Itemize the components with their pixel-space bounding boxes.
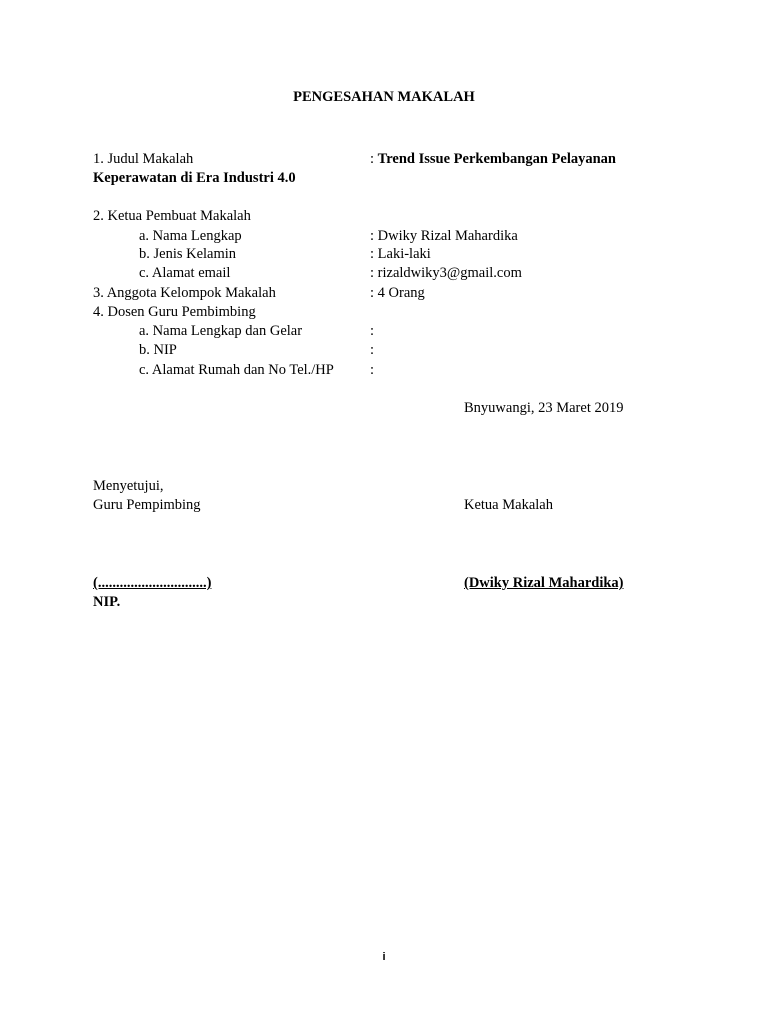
left-signature-name: (..............................) xyxy=(93,575,212,591)
page-title: PENGESAHAN MAKALAH xyxy=(293,89,475,105)
judul-label: 1. Judul Makalah xyxy=(93,151,194,167)
judul-value-line2: Keperawatan di Era Industri 4.0 xyxy=(93,170,296,186)
dosen-nip-value: : xyxy=(370,342,375,358)
anggota-label: 3. Anggota Kelompok Makalah xyxy=(93,285,276,301)
dosen-alamat-value: : xyxy=(370,362,375,378)
ketua-email-value: : rizaldwiky3@gmail.com xyxy=(370,265,522,281)
approve-label: Menyetujui, xyxy=(93,478,164,494)
place-date: Bnyuwangi, 23 Maret 2019 xyxy=(464,400,624,416)
right-role: Ketua Makalah xyxy=(464,497,553,513)
ketua-kelamin-value: : Laki-laki xyxy=(370,246,431,262)
judul-colon: : Trend Issue Perkembangan Pelayanan xyxy=(370,151,616,167)
judul-value-line1: Trend Issue Perkembangan Pelayanan xyxy=(377,151,616,167)
ketua-email-label: c. Alamat email xyxy=(139,265,231,281)
left-role: Guru Pempimbing xyxy=(93,497,201,513)
dosen-nama-label: a. Nama Lengkap dan Gelar xyxy=(139,323,303,339)
ketua-nama-value: : Dwiky Rizal Mahardika xyxy=(370,228,518,244)
left-nip: NIP. xyxy=(93,594,121,610)
dosen-alamat-label: c. Alamat Rumah dan No Tel./HP xyxy=(139,362,334,378)
right-signature-name: (Dwiky Rizal Mahardika) xyxy=(464,575,624,591)
page-number: i xyxy=(382,951,386,963)
anggota-value: : 4 Orang xyxy=(370,285,425,301)
ketua-label: 2. Ketua Pembuat Makalah xyxy=(93,208,251,224)
dosen-nip-label: b. NIP xyxy=(139,342,177,358)
ketua-nama-label: a. Nama Lengkap xyxy=(139,228,242,244)
ketua-kelamin-label: b. Jenis Kelamin xyxy=(139,246,237,262)
dosen-label: 4. Dosen Guru Pembimbing xyxy=(93,304,256,320)
dosen-nama-value: : xyxy=(370,323,375,339)
